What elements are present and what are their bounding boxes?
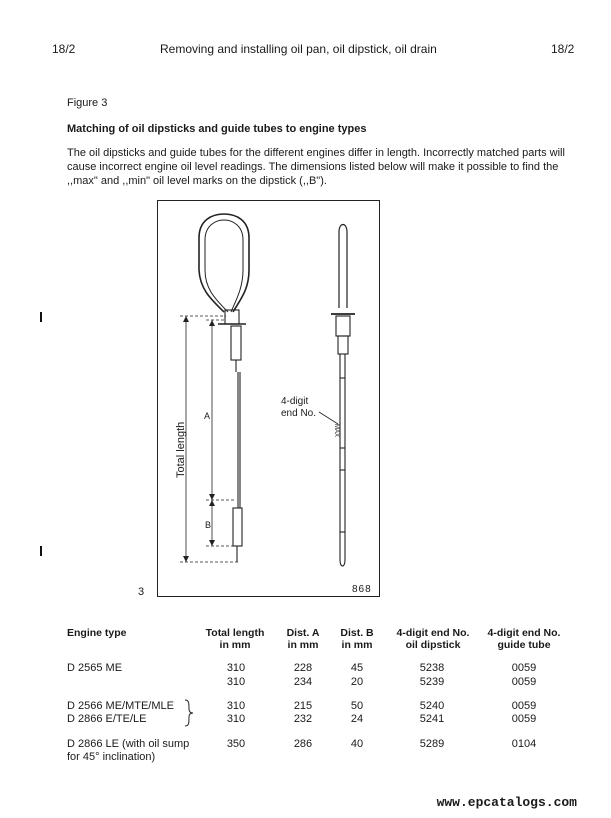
- header-total-length: Total length in mm: [205, 627, 265, 651]
- end-number-callout: [281, 396, 316, 420]
- total-length-cell: 310: [226, 662, 246, 674]
- engine-type-cell: D 2566 ME/MTE/MLE: [67, 700, 174, 712]
- dist-b-cell: 45: [350, 662, 364, 674]
- max-mark-text: MAX: [333, 424, 339, 438]
- total-length-cell: 310: [226, 676, 246, 688]
- watermark: www.epcatalogs.com: [436, 795, 577, 810]
- guide-tube-no-cell: 0059: [511, 713, 537, 725]
- dist-a-cell: 215: [293, 700, 313, 712]
- intro-line: cause incorrect engine oil level readings. The dimensions listed below will make it possible to find the: [67, 161, 559, 173]
- dipstick-no-cell: 5241: [419, 713, 445, 725]
- figure-code: 868: [352, 584, 372, 595]
- dist-a-cell: 232: [293, 713, 313, 725]
- engine-type-cell: D 2866 E/TE/LE: [67, 713, 147, 725]
- intro-line: ,,max" and ,,min" oil level marks on the dipstick (,,B").: [67, 175, 327, 187]
- total-length-cell: 310: [226, 713, 246, 725]
- header-guide-tube-end-no: 4-digit end No. guide tube: [487, 627, 561, 651]
- engine-type-cell: for 45° inclination): [67, 751, 156, 763]
- total-length-cell: 310: [226, 700, 246, 712]
- header-dist-a: Dist. A in mm: [286, 627, 320, 651]
- dist-a-cell: 228: [293, 662, 313, 674]
- callout-line: end No.: [281, 408, 317, 419]
- dim-a-label: A: [204, 411, 211, 421]
- guide-tube-no-cell: 0059: [511, 662, 537, 674]
- page-number-right: 18/2: [551, 42, 575, 56]
- total-length-cell: 350: [226, 738, 246, 750]
- grouping-brace: [183, 699, 195, 727]
- dipstick-no-cell: 5239: [419, 676, 445, 688]
- header-dipstick-end-no: 4-digit end No. oil dipstick: [396, 627, 470, 651]
- dist-a-cell: 234: [293, 676, 313, 688]
- section-title: Matching of oil dipsticks and guide tubes to engine types: [67, 123, 367, 135]
- guide-tube-no-cell: 0059: [511, 700, 537, 712]
- total-length-label: Total length: [175, 421, 187, 478]
- engine-type-cell: D 2565 ME: [67, 662, 123, 674]
- dist-b-cell: 40: [350, 738, 364, 750]
- dipstick-no-cell: 5240: [419, 700, 445, 712]
- dist-a-cell: 286: [293, 738, 313, 750]
- dim-b-label: B: [205, 520, 212, 530]
- dipstick-no-cell: 5238: [419, 662, 445, 674]
- page-number-left: 18/2: [52, 42, 76, 56]
- guide-tube-no-cell: 0059: [511, 676, 537, 688]
- guide-tube-no-cell: 0104: [511, 738, 537, 750]
- callout-line: 4-digit: [281, 396, 309, 407]
- intro-line: The oil dipsticks and guide tubes for the different engines differ in length. Incorrectly matched parts will: [67, 147, 565, 159]
- figure-number: 3: [138, 586, 145, 598]
- figure-label: Figure 3: [67, 97, 108, 109]
- header-dist-b: Dist. B in mm: [340, 627, 374, 651]
- header-engine-type: Engine type: [67, 627, 127, 639]
- engine-type-cell: D 2866 LE (with oil sump: [67, 738, 190, 750]
- dist-b-cell: 24: [350, 713, 364, 725]
- dist-b-cell: 20: [350, 676, 364, 688]
- dipstick-no-cell: 5289: [419, 738, 445, 750]
- dist-b-cell: 50: [350, 700, 364, 712]
- page-title: Removing and installing oil pan, oil dipstick, oil drain: [160, 42, 437, 56]
